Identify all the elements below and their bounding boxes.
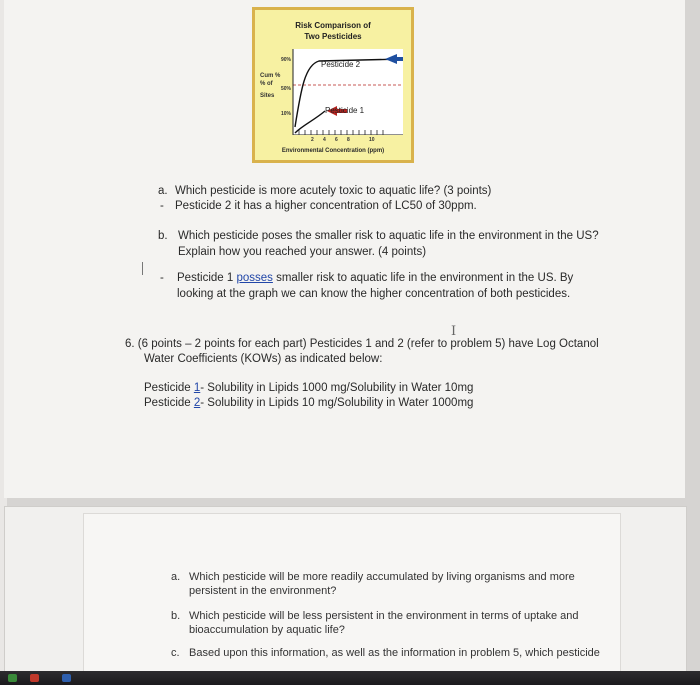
taskbar-app-icon-3[interactable] bbox=[62, 674, 71, 682]
answer-b-line-1 bbox=[177, 271, 573, 287]
question-b-label: b. bbox=[158, 230, 168, 242]
y-tick-90: 90% bbox=[281, 57, 292, 63]
taskbar-app-icon-1[interactable] bbox=[8, 674, 17, 682]
pesticide-2-number: 2 bbox=[193, 397, 201, 409]
pesticide-2-label: Pesticide bbox=[144, 397, 194, 409]
pesticide-1-number: 1 bbox=[193, 382, 201, 394]
x-tick-4: 4 bbox=[323, 137, 326, 143]
question-a-text: Which pesticide is more acutely toxic to aquatic life? (3 points) bbox=[175, 185, 492, 197]
p2-question-c-line-1: Based upon this information, as well as the information in problem 5, which pesticide bbox=[189, 647, 600, 659]
taskbar-app-icon-2[interactable] bbox=[30, 674, 39, 682]
pesticide-1-values: - Solubility in Lipids 1000 mg/Solubility in Water 10mg bbox=[200, 382, 474, 394]
y-label-3: Sites bbox=[260, 93, 275, 99]
question-a-label: a. bbox=[158, 185, 168, 197]
chart-title-line1: Risk Comparison of bbox=[295, 21, 371, 30]
label-pesticide-1: Pesticide 1 bbox=[325, 106, 365, 115]
question-b-text-1: Which pesticide poses the smaller risk to aquatic life in the environment in the US? bbox=[178, 230, 599, 242]
p2-question-a-line-2: persistent in the environment? bbox=[189, 585, 337, 597]
pesticide-2-kow bbox=[144, 396, 473, 412]
answer-a-dash: - bbox=[160, 200, 164, 212]
arrow-pesticide-2-tail bbox=[395, 57, 403, 61]
p2-question-b-line-2: bioaccumulation by aquatic life? bbox=[189, 624, 345, 636]
pesticide-1-kow bbox=[144, 381, 473, 397]
x-tick-6: 6 bbox=[335, 137, 338, 143]
p2-question-c-label: c. bbox=[171, 647, 180, 659]
answer-b-part-2: smaller risk to aquatic life in the environment in the US. By bbox=[272, 272, 574, 284]
risk-comparison-chart bbox=[252, 7, 414, 163]
taskbar bbox=[0, 671, 700, 685]
margin-mark bbox=[142, 262, 143, 275]
spellcheck-word[interactable]: posses bbox=[236, 272, 273, 284]
question-6-line-2: Water Coefficients (KOWs) as indicated below: bbox=[144, 353, 383, 365]
chart-title-line2: Two Pesticides bbox=[304, 32, 362, 41]
p2-question-b-label: b. bbox=[171, 610, 181, 622]
p2-question-a-line-1: Which pesticide will be more readily accumulated by living organisms and more bbox=[189, 571, 575, 583]
answer-b-dash: - bbox=[160, 272, 164, 284]
p2-question-b-line-1: Which pesticide will be less persistent in the environment in terms of uptake and bbox=[189, 610, 579, 622]
y-label-2: % of bbox=[260, 81, 273, 87]
y-label-1: Cum % bbox=[260, 73, 281, 79]
x-tick-2: 2 bbox=[311, 137, 314, 143]
y-tick-50: 50% bbox=[281, 86, 292, 92]
pesticide-2-values: - Solubility in Lipids 10 mg/Solubility in Water 1000mg bbox=[200, 397, 474, 409]
answer-b-part-1: Pesticide 1 bbox=[177, 272, 237, 284]
question-b-text-2: Explain how you reached your answer. (4 points) bbox=[178, 246, 427, 258]
answer-a-text: Pesticide 2 it has a higher concentration of LC50 of 30ppm. bbox=[175, 200, 477, 212]
p2-question-a-label: a. bbox=[171, 571, 181, 583]
x-axis-label: Environmental Concentration (ppm) bbox=[281, 148, 385, 154]
question-6-line-1: 6. (6 points – 2 points for each part) Pesticides 1 and 2 (refer to problem 5) have Log Octanol bbox=[125, 338, 599, 350]
text-cursor-icon: I bbox=[451, 324, 457, 339]
answer-b-line-2: looking at the graph we can know the higher concentration of both pesticides. bbox=[177, 288, 571, 300]
pesticide-1-label: Pesticide bbox=[144, 382, 194, 394]
label-pesticide-2: Pesticide 2 bbox=[321, 60, 361, 69]
y-tick-10: 10% bbox=[281, 111, 292, 117]
x-tick-10: 10 bbox=[369, 137, 375, 143]
x-tick-8: 8 bbox=[347, 137, 350, 143]
